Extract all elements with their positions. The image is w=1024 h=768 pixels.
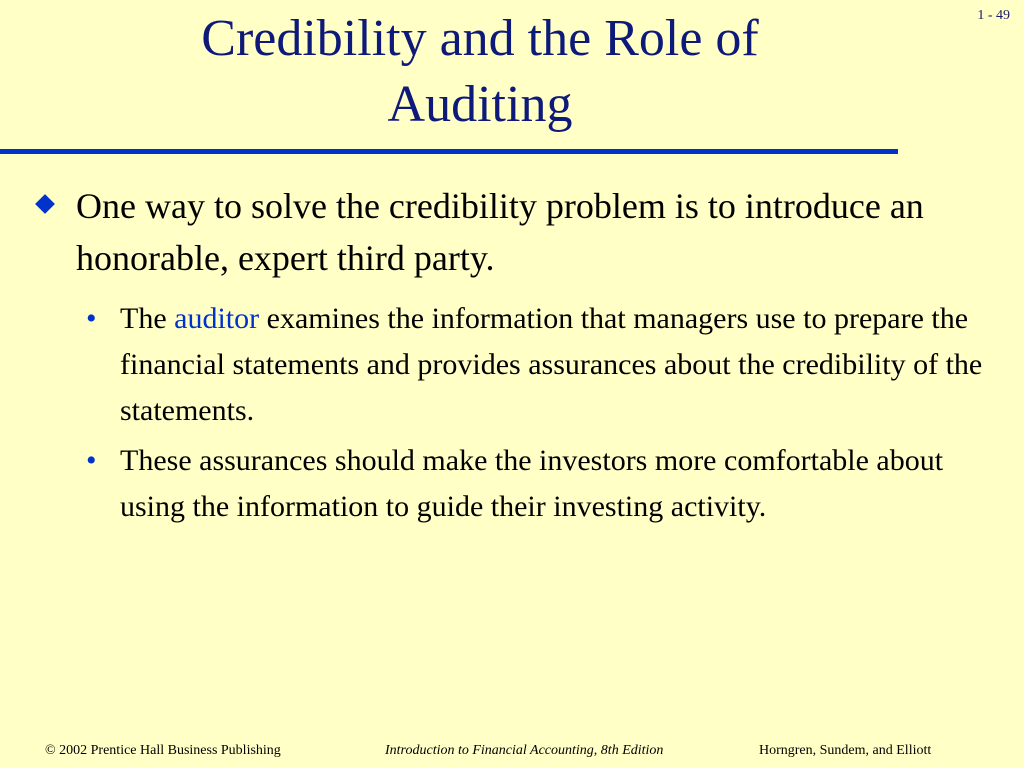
sub-bullet-item (86, 438, 1000, 530)
dot-bullet-icon: • (86, 444, 97, 477)
slide-title (0, 6, 960, 138)
sub-bullet-item (86, 296, 1000, 434)
diamond-bullet-icon (35, 194, 55, 214)
footer-book-title: Introduction to Financial Accounting, 8th Edition (385, 743, 664, 758)
auditor-term: auditor (174, 302, 260, 335)
slide-body (0, 180, 1024, 530)
slide-title-line-1: Credibility and the Role of (201, 10, 759, 67)
slide-number: 1 - 49 (977, 8, 1010, 23)
sub-bullet-text-prefix: The (120, 302, 175, 335)
sub-bullet-text: These assurances should make the investors more comfortable about using the information to guide their investing activity. (120, 444, 944, 523)
slide-footer (0, 743, 1024, 763)
slide-title-line-2: Auditing (387, 76, 573, 133)
sub-bullet-text-suffix: examines the information that managers use to prepare the financial statements and provides assurances about the credibility of the statements. (120, 302, 983, 427)
footer-authors: Horngren, Sundem, and Elliott (759, 743, 932, 758)
main-bullet-text: One way to solve the credibility problem is to introduce an honorable, expert third party. (76, 186, 924, 278)
footer-copyright: © 2002 Prentice Hall Business Publishing (45, 743, 281, 758)
dot-bullet-icon: • (86, 302, 97, 335)
main-bullet-item (76, 180, 976, 284)
title-divider (0, 149, 898, 154)
